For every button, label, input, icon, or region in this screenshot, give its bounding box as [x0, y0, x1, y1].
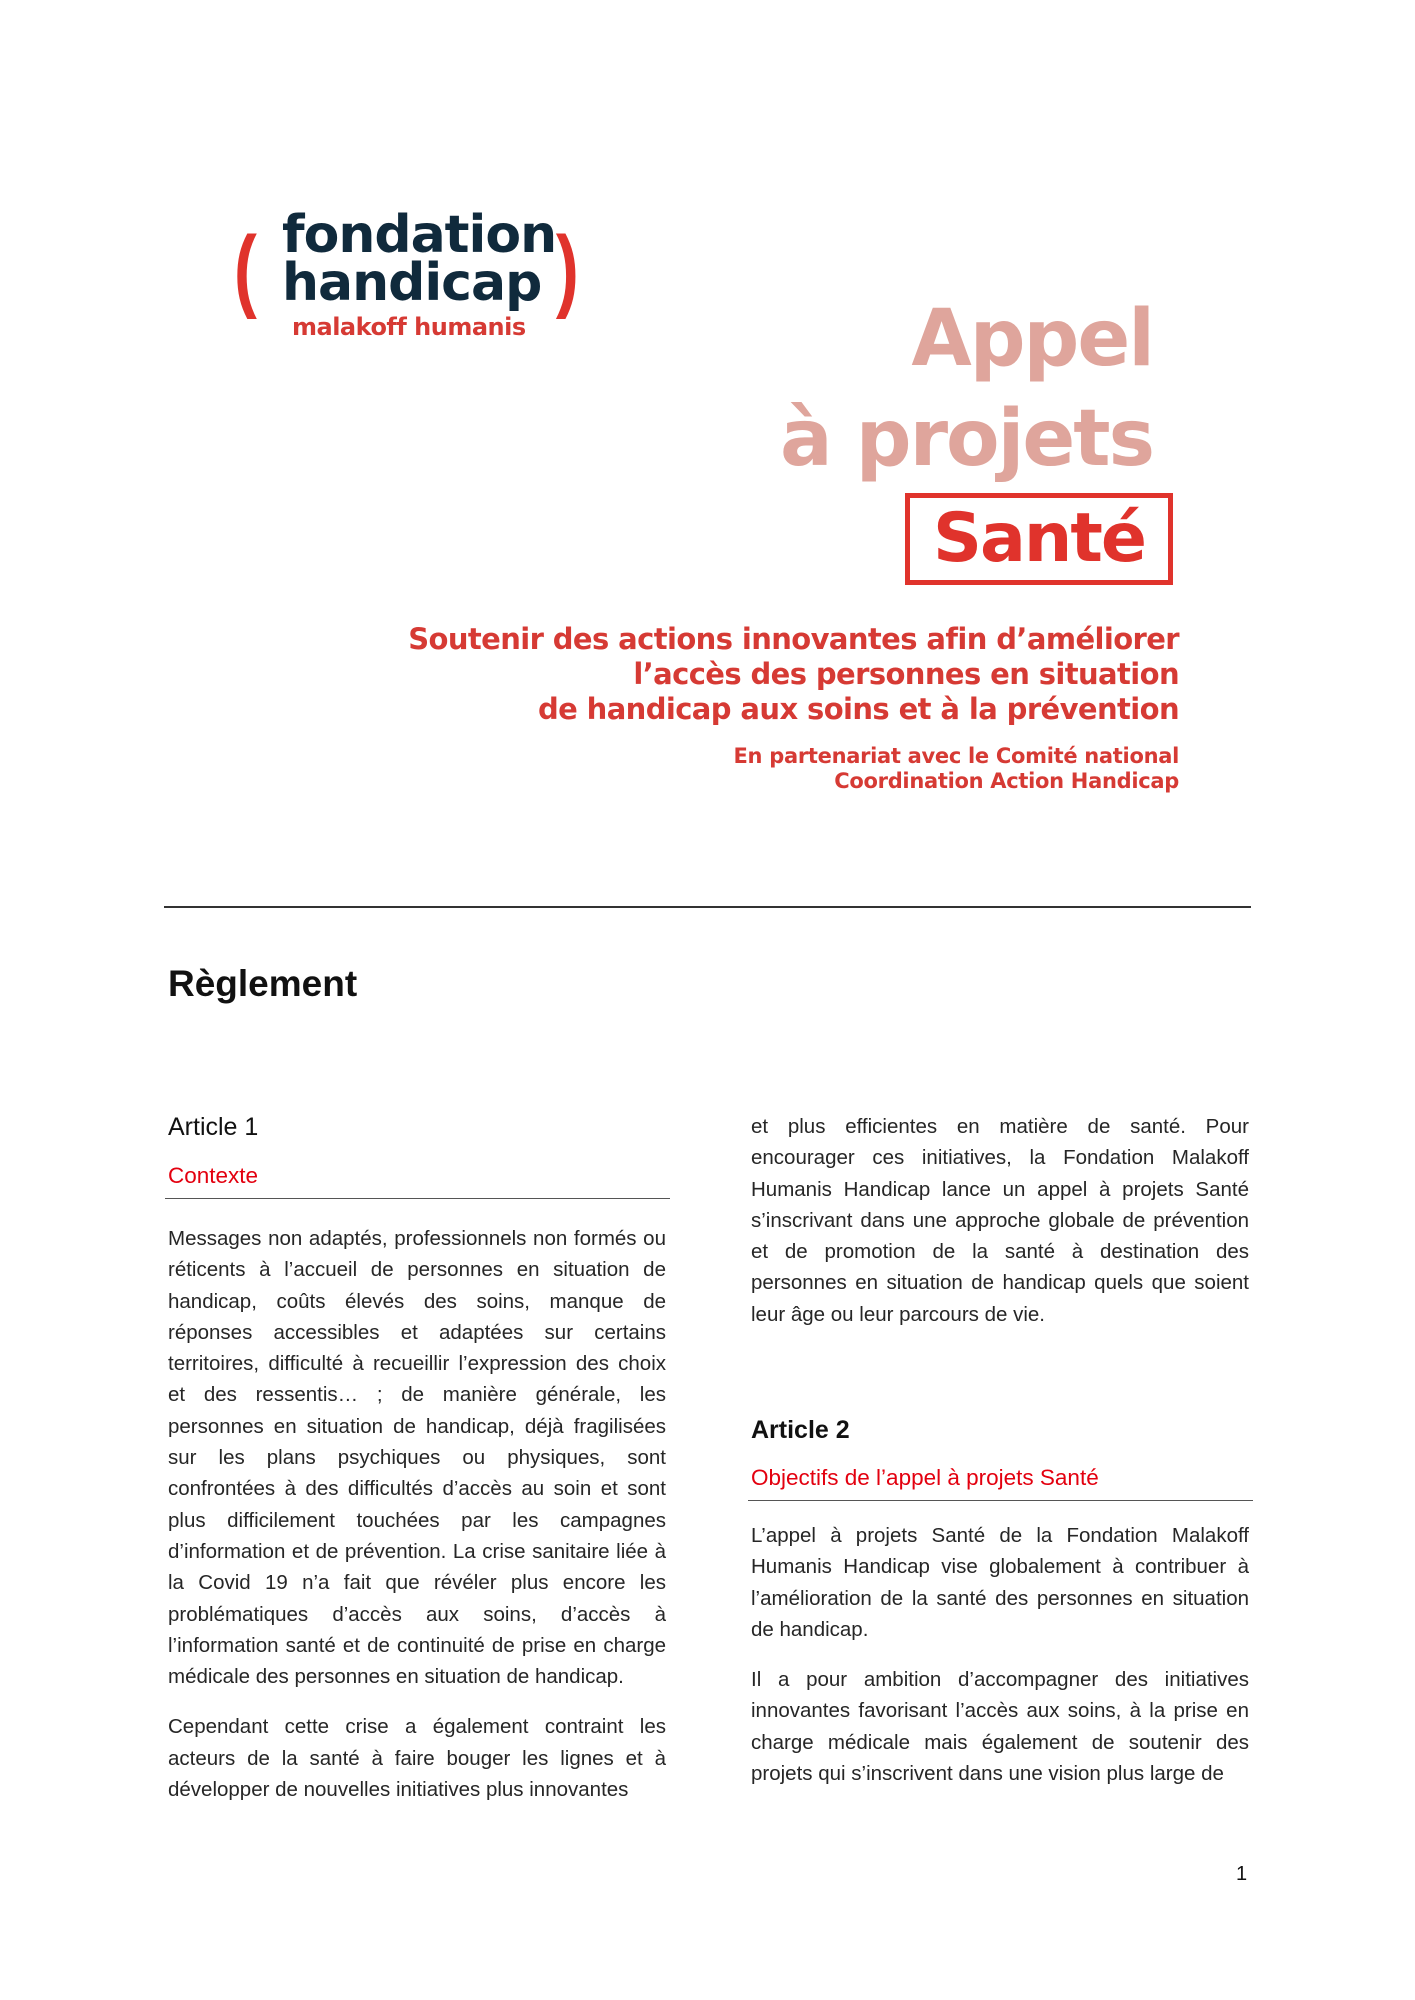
article-1-paragraph-2: Cependant cette crise a également contraint les acteurs de la santé à faire bouger les lignes et à développer de nouvelles initiatives plus innovantes: [168, 1715, 666, 1802]
logo-line-handicap: handicap: [282, 253, 542, 313]
logo-line-fondation: fondation: [282, 205, 557, 265]
article-1-title: Contexte: [168, 1163, 259, 1188]
document-heading: Règlement: [168, 963, 358, 1004]
cover-title-line-2: à projets: [779, 394, 1153, 484]
logo-paren-left-icon: (: [233, 218, 257, 320]
section-divider: [164, 906, 1251, 908]
article-2-paragraph-2: Il a pour ambition d’accompagner des initiatives innovantes favorisant l’accès aux soins, à la prise en charge médicale mais également de soutenir des projets qui s’inscrivent dans une vision plus large de: [751, 1668, 1249, 1786]
article-2-divider: [748, 1500, 1253, 1501]
article-1-paragraph-3: et plus efficientes en matière de santé. Pour encourager ces initiatives, la Fondation Malakoff Humanis Handicap lance un appel à projets Santé s’inscrivant dans une approche globale de prévention et de promotion de la santé à destination des personnes en situation de handicap quels que soient leur âge ou leur parcours de vie.: [751, 1115, 1249, 1326]
article-1-paragraph-1: Messages non adaptés, professionnels non formés ou réticents à l’accueil de personnes en situation de handicap, coûts élevés des soins, manque de réponses accessibles et adaptées sur certains territoires, difficulté à recueillir l’expression des choix et des ressentis… ; de manière générale, les personnes en situation de handicap, déjà fragilisées sur les plans psychiques ou physiques, sont confrontées à des difficultés d’accès au soin et sont plus difficilement touchées par les campagnes d’information et de prévention. La crise sanitaire liée à la Covid 19 n’a fait que révéler plus encore les problématiques d’accès aux soins, d’accès à l’information santé et de continuité de prise en charge médicale des personnes en situation de handicap.: [168, 1227, 666, 1689]
logo-line-malakoff: malakoff humanis: [292, 313, 526, 341]
article-1-body-left: [168, 1223, 666, 1805]
cover-title-line-1: Appel: [911, 294, 1153, 384]
article-1-divider: [165, 1198, 670, 1199]
subtitle-line: l’accès des personnes en situation: [633, 657, 1179, 691]
logo-paren-right-icon: ): [555, 218, 579, 320]
article-2-title: Objectifs de l’appel à projets Santé: [751, 1465, 1099, 1490]
partner-line: Coordination Action Handicap: [834, 769, 1179, 793]
partner-line: En partenariat avec le Comité national: [733, 744, 1179, 768]
cover-partner: [479, 744, 1179, 794]
page-number: 1: [1236, 1863, 1248, 1885]
article-2-body: [751, 1520, 1249, 1789]
cover-title-boxed: [905, 493, 1173, 585]
article-1-body-right: [751, 1111, 1249, 1330]
article-1-number: Article 1: [168, 1113, 259, 1141]
cover-subtitle: [279, 622, 1179, 727]
subtitle-line: Soutenir des actions innovantes afin d’améliorer: [408, 622, 1179, 656]
cover-title-sante: Santé: [933, 499, 1145, 578]
article-2-number: Article 2: [751, 1416, 850, 1444]
subtitle-line: de handicap aux soins et à la prévention: [537, 692, 1179, 726]
article-2-paragraph-1: L’appel à projets Santé de la Fondation Malakoff Humanis Handicap vise globalement à contribuer à l’amélioration de la santé des personnes en situation de handicap.: [751, 1524, 1249, 1641]
fondation-logo: [232, 205, 592, 345]
